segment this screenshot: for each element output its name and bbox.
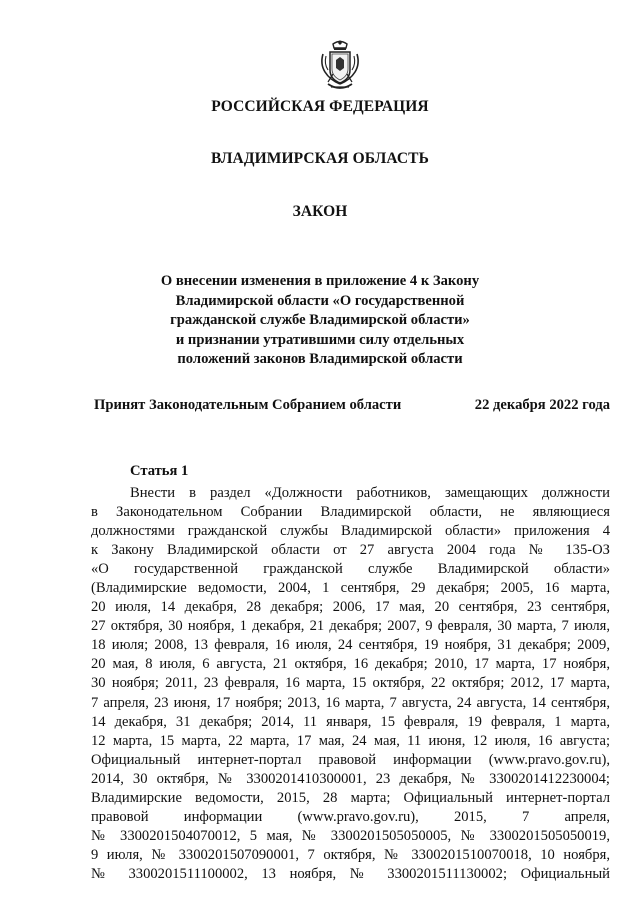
body-line: № 3300201504070012, 5 мая, № 3300201505050005, № 3300201505050019, — [91, 827, 610, 844]
law-title-line: Владимирской области «О государственной — [175, 292, 465, 309]
law-title-line: положений законов Владимирской области — [177, 351, 463, 368]
body-line: к Закону Владимирской области от 27 августа 2004 года № 135-ОЗ — [91, 542, 610, 559]
region-heading: ВЛАДИМИРСКАЯ ОБЛАСТЬ — [211, 150, 429, 167]
article-heading: Статья 1 — [130, 463, 189, 479]
body-line: Официальный интернет-портал правовой информации (www.pravo.gov.ru), — [91, 751, 610, 768]
law-title-line: и признании утратившими силу отдельных — [175, 331, 465, 348]
body-line: 20 июля, 14 декабря, 28 декабря; 2006, 17 мая, 20 сентября, 23 сентября, — [91, 599, 610, 616]
body-line: 30 ноября; 2011, 23 февраля, 16 марта, 15 октября, 22 октября; 2012, 17 марта, — [91, 675, 610, 692]
body-line: (Владимирские ведомости, 2004, 1 сентября, 29 декабря; 2005, 16 марта, — [91, 580, 610, 597]
body-line: 7 апреля, 23 июня, 17 ноября; 2013, 16 марта, 7 августа, 24 августа, 14 сентября, — [91, 694, 610, 711]
body-line: 20 мая, 8 июля, 6 августа, 21 октября, 16 декабря; 2010, 17 марта, 17 ноября, — [91, 656, 610, 673]
law-title-line: гражданской службе Владимирской области» — [170, 312, 470, 329]
law-title — [110, 272, 530, 370]
body-line: 14 декабря, 31 декабря; 2014, 11 января, 15 февраля, 19 февраля, 1 марта, — [91, 713, 610, 730]
body-line: 2014, 30 октября, № 3300201410300001, 23 декабря, № 3300201412230004; — [91, 770, 610, 787]
article-body — [91, 484, 610, 884]
body-line: № 3300201511100002, 13 ноября, № 3300201511130002; Официальный — [91, 865, 610, 882]
body-line: «О государственной гражданской службе Владимирской области» — [91, 561, 610, 578]
law-title-line: О внесении изменения в приложение 4 к Закону — [160, 273, 480, 289]
body-line: Владимирские ведомости, 2015, 28 марта; Официальный интернет-портал — [91, 789, 610, 806]
body-line: 27 октября, 30 ноября, 1 декабря, 21 декабря; 2007, 9 февраля, 30 марта, 7 июля, — [91, 618, 610, 635]
body-line: в Законодательном Собрании Владимирской области, не являющиеся — [91, 504, 610, 521]
body-line: 18 июля; 2008, 13 февраля, 16 июля, 24 сентября, 19 ноября, 31 декабря; 2009, — [91, 637, 610, 654]
body-line: должностями гражданской службы Владимирской области» приложения 4 — [91, 523, 610, 540]
adoption-date: 22 декабря 2022 года — [474, 397, 610, 413]
coat-of-arms-icon — [319, 38, 361, 92]
body-line: Внести в раздел «Должности работников, замещающих должности — [130, 485, 610, 501]
body-line: 9 июля, № 3300201507090001, 7 октября, № 3300201510070018, 10 ноября, — [91, 846, 610, 863]
body-line: правовой информации (www.pravo.gov.ru), 2015, 7 апреля, — [91, 808, 610, 825]
doc-type-heading: ЗАКОН — [292, 203, 348, 220]
country-heading: РОССИЙСКАЯ ФЕДЕРАЦИЯ — [211, 98, 429, 115]
adopted-by: Принят Законодательным Собранием области — [94, 397, 402, 413]
body-line: 12 марта, 15 марта, 22 марта, 17 мая, 24 мая, 11 июня, 12 июля, 16 августа; — [91, 732, 610, 749]
